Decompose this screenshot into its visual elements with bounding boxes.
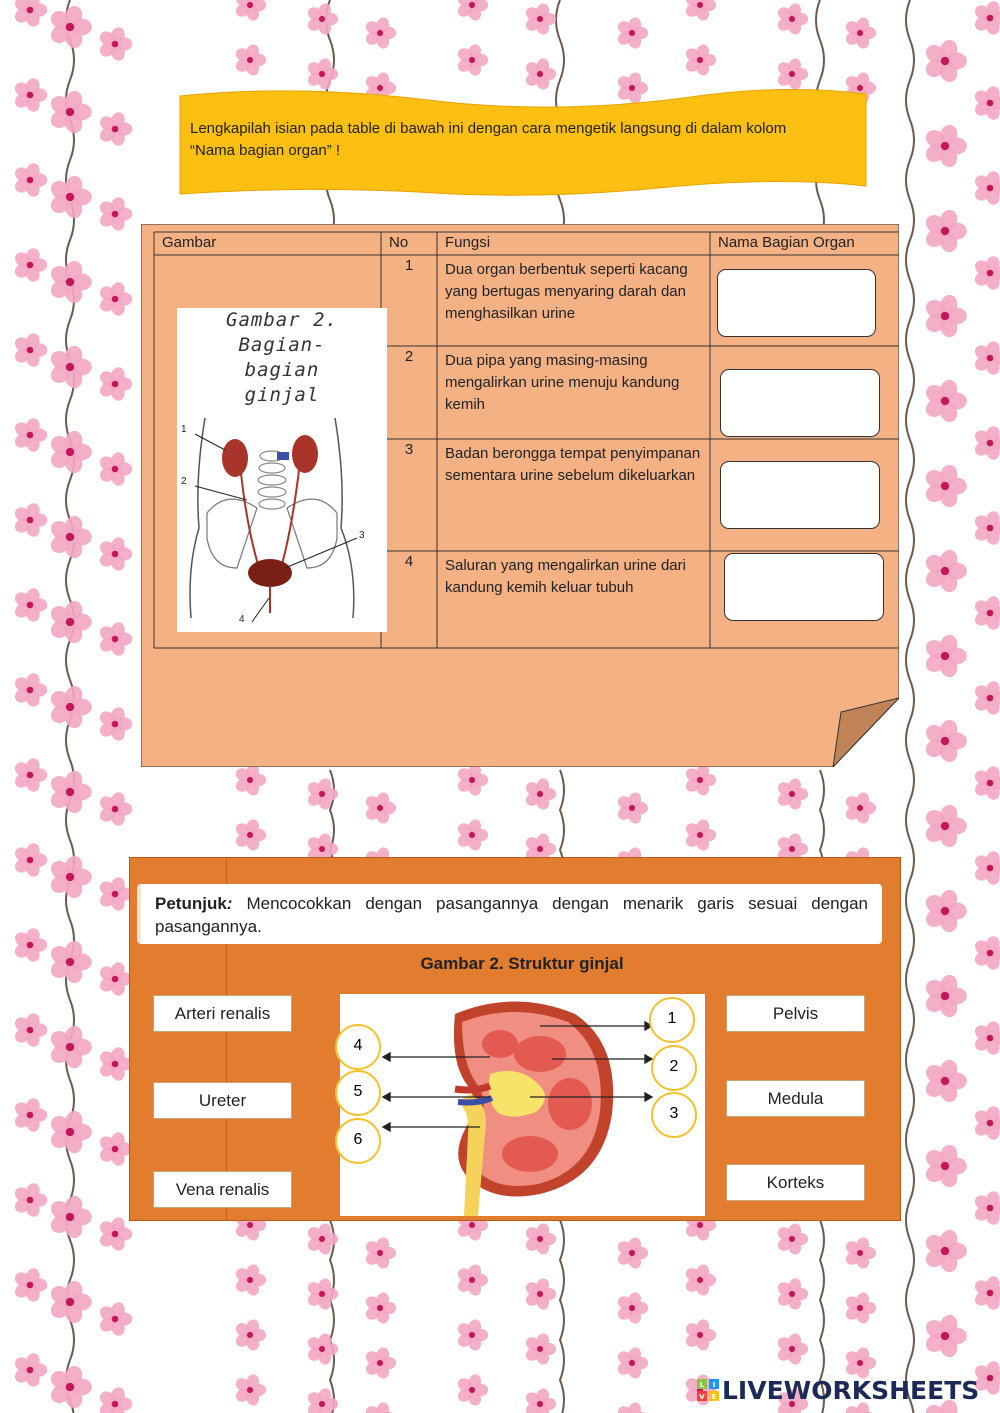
- blossom-flower: [47, 939, 92, 986]
- blossom-flower: [972, 170, 1000, 207]
- blossom-flower: [12, 842, 47, 879]
- urinary-system-illustration: [177, 418, 387, 632]
- blossom-flower: [47, 4, 92, 51]
- blossom-flower: [47, 769, 92, 816]
- blossom-flower: [775, 1332, 808, 1367]
- label-vena-renalis[interactable]: Vena renalis: [153, 1171, 292, 1208]
- blossom-flower: [97, 961, 132, 998]
- blossom-flower: [97, 196, 132, 233]
- blossom-flower: [775, 1277, 808, 1312]
- row-3-no: 3: [404, 441, 414, 458]
- blossom-flower: [47, 1364, 92, 1411]
- blossom-flower: [363, 1346, 396, 1381]
- blossom-flower: [922, 208, 967, 255]
- blossom-flower: [363, 1236, 396, 1271]
- row-4-no: 4: [404, 553, 414, 570]
- header-nama-bagian-organ: Nama Bagian Organ: [718, 234, 855, 251]
- blossom-flower: [363, 16, 396, 51]
- blossom-flower: [12, 587, 47, 624]
- blossom-flower: [922, 1228, 967, 1275]
- blossom-flower: [523, 57, 556, 92]
- blossom-flower: [922, 548, 967, 595]
- header-no: No: [389, 234, 409, 251]
- blossom-flower: [12, 672, 47, 709]
- blossom-flower: [47, 1109, 92, 1156]
- blossom-flower: [972, 1020, 1000, 1057]
- blossom-flower: [523, 1387, 556, 1413]
- blossom-flower: [615, 1236, 648, 1271]
- blossom-flower: [12, 502, 47, 539]
- label-medula[interactable]: Medula: [726, 1080, 865, 1117]
- marker-number-6: 6: [353, 1131, 363, 1148]
- blossom-flower: [47, 1024, 92, 1071]
- blossom-flower: [615, 1346, 648, 1381]
- blossom-flower: [972, 1105, 1000, 1142]
- blossom-flower: [972, 510, 1000, 547]
- label-korteks[interactable]: Korteks: [726, 1164, 865, 1201]
- blossom-flower: [97, 536, 132, 573]
- blossom-flower: [455, 1373, 488, 1408]
- blossom-flower: [922, 1058, 967, 1105]
- blossom-flower: [972, 680, 1000, 717]
- blossom-flower: [972, 935, 1000, 972]
- figure-marker-4: 4: [239, 614, 245, 625]
- blossom-flower: [972, 0, 1000, 36]
- blossom-flower: [233, 1263, 266, 1298]
- blossom-flower: [922, 293, 967, 340]
- blossom-flower: [972, 765, 1000, 802]
- organ-table: [154, 232, 899, 648]
- marker-number-5: 5: [353, 1083, 363, 1100]
- blossom-flower: [922, 803, 967, 850]
- header-gambar: Gambar: [162, 234, 217, 251]
- marker-number-1: 1: [667, 1010, 677, 1027]
- banner-instruction-text: Lengkapilah isian pada table di bawah ini dengan cara mengetik langsung di dalam kolom “Nama bagian organ” !: [190, 120, 787, 159]
- number-circles-layer: [130, 858, 902, 1222]
- blossom-flower: [972, 85, 1000, 122]
- blossom-flower: [775, 2, 808, 37]
- blossom-flower: [972, 255, 1000, 292]
- blossom-flower: [843, 791, 876, 826]
- marker-number-2: 2: [669, 1058, 679, 1075]
- blossom-flower: [47, 89, 92, 136]
- blossom-flower: [12, 162, 47, 199]
- figure-marker-3: 3: [359, 530, 365, 541]
- blossom-flower: [922, 463, 967, 510]
- row-1-no: 1: [404, 257, 414, 274]
- row-1-fungsi: Dua organ berbentuk seperti kacang yang bertugas menyaring darah dan menghasilkan urine: [445, 261, 688, 322]
- blossom-flower: [922, 888, 967, 935]
- blossom-flower: [12, 77, 47, 114]
- blossom-flower: [523, 1332, 556, 1367]
- blossom-flower: [683, 1318, 716, 1353]
- blossom-flower: [523, 777, 556, 812]
- blossom-flower: [523, 1277, 556, 1312]
- blossom-flower: [47, 1279, 92, 1326]
- blossom-flower: [523, 2, 556, 37]
- blossom-flower: [97, 366, 132, 403]
- liveworksheets-text: LIVEWORKSHEETS: [722, 1376, 980, 1405]
- blossom-flower: [305, 2, 338, 37]
- blossom-flower: [972, 425, 1000, 462]
- blossom-flower: [615, 16, 648, 51]
- blossom-flower: [843, 16, 876, 51]
- blossom-flower: [972, 340, 1000, 377]
- answer-input-row-3[interactable]: [720, 461, 880, 529]
- answer-input-row-2[interactable]: [720, 369, 880, 437]
- blossom-flower: [12, 757, 47, 794]
- blossom-flower: [97, 111, 132, 148]
- blossom-flower: [455, 763, 488, 798]
- blossom-flower: [47, 684, 92, 731]
- blossom-flower: [615, 791, 648, 826]
- blossom-flower: [97, 281, 132, 318]
- blossom-flower: [97, 876, 132, 913]
- blossom-flower: [97, 1301, 132, 1338]
- blossom-flower: [12, 417, 47, 454]
- blossom-flower: [775, 1222, 808, 1257]
- organ-table-card: [141, 224, 899, 767]
- blossom-flower: [233, 1318, 266, 1353]
- blossom-flower: [523, 1222, 556, 1257]
- blossom-flower: [363, 791, 396, 826]
- blossom-flower: [843, 1236, 876, 1271]
- blossom-flower: [47, 1194, 92, 1241]
- instruction-banner: [178, 88, 868, 198]
- answer-input-row-4[interactable]: [724, 553, 884, 621]
- blossom-flower: [363, 1291, 396, 1326]
- blossom-flower: [972, 850, 1000, 887]
- blossom-flower: [922, 38, 967, 85]
- blossom-flower: [97, 1386, 132, 1413]
- blossom-flower: [47, 854, 92, 901]
- blossom-flower: [922, 973, 967, 1020]
- blossom-flower: [97, 791, 132, 828]
- blossom-flower: [233, 0, 266, 22]
- svg-text:L: L: [699, 1380, 705, 1389]
- row-2-no: 2: [404, 348, 414, 365]
- blossom-flower: [972, 1275, 1000, 1312]
- blossom-flower: [922, 378, 967, 425]
- blossom-flower: [455, 818, 488, 853]
- blossom-flower: [775, 777, 808, 812]
- blossom-flower: [922, 1313, 967, 1360]
- row-2-fungsi: Dua pipa yang masing-masing mengalirkan urine menuju kandung kemih: [445, 352, 680, 413]
- blossom-flower: [922, 633, 967, 680]
- marker-number-4: 4: [353, 1037, 363, 1054]
- blossom-flower: [922, 718, 967, 765]
- blossom-flower: [97, 1216, 132, 1253]
- blossom-flower: [47, 344, 92, 391]
- blossom-flower: [12, 332, 47, 369]
- figure-title: Gambar 2. Bagian- bagian ginjal: [226, 309, 338, 406]
- kidney-structure-title: Gambar 2. Struktur ginjal: [420, 954, 624, 973]
- blossom-flower: [12, 247, 47, 284]
- blossom-flower: [233, 818, 266, 853]
- blossom-flower: [922, 1143, 967, 1190]
- blossom-flower: [683, 763, 716, 798]
- blossom-flower: [615, 1291, 648, 1326]
- blossom-flower: [455, 1263, 488, 1298]
- row-3-fungsi: Badan berongga tempat penyimpanan sementara urine sebelum dikeluarkan: [445, 445, 701, 484]
- blossom-flower: [683, 818, 716, 853]
- blossom-flower: [12, 1267, 47, 1304]
- blossom-flower: [97, 1131, 132, 1168]
- blossom-flower: [12, 1012, 47, 1049]
- blossom-flower: [97, 621, 132, 658]
- blossom-flower: [47, 259, 92, 306]
- header-fungsi: Fungsi: [445, 234, 491, 251]
- blossom-flower: [97, 26, 132, 63]
- blossom-flower: [455, 43, 488, 78]
- blossom-flower: [972, 595, 1000, 632]
- blossom-flower: [615, 1401, 648, 1413]
- blossom-flower: [233, 763, 266, 798]
- blossom-flower: [12, 1097, 47, 1134]
- answer-input-row-1[interactable]: [717, 269, 876, 337]
- blossom-flower: [47, 429, 92, 476]
- blossom-flower: [12, 1352, 47, 1389]
- blossom-flower: [12, 927, 47, 964]
- blossom-flower: [683, 0, 716, 22]
- blossom-flower: [972, 1190, 1000, 1227]
- liveworksheets-logo-icon: [697, 1378, 719, 1407]
- blossom-flower: [97, 706, 132, 743]
- blossom-flower: [233, 1373, 266, 1408]
- marker-number-3: 3: [669, 1105, 679, 1122]
- blossom-flower: [363, 1401, 396, 1413]
- blossom-flower: [47, 174, 92, 221]
- blossom-flower: [12, 1182, 47, 1219]
- svg-text:E: E: [711, 1392, 717, 1401]
- blossom-flower: [47, 599, 92, 646]
- blossom-flower: [775, 57, 808, 92]
- svg-text:I: I: [712, 1380, 716, 1389]
- blossom-flower: [683, 1263, 716, 1298]
- label-ureter[interactable]: Ureter: [153, 1082, 292, 1119]
- blossom-flower: [97, 1046, 132, 1083]
- matching-instruction: Petunjuk: Mencocokkan dengan pasangannya dengan menarik garis sesuai dengan pasangannya.: [137, 884, 882, 944]
- blossom-flower: [922, 123, 967, 170]
- blossom-flower: [97, 451, 132, 488]
- liveworksheets-watermark: [697, 1376, 979, 1407]
- figure-marker-1: 1: [181, 424, 187, 435]
- blossom-flower: [12, 0, 47, 28]
- label-pelvis[interactable]: Pelvis: [726, 995, 865, 1032]
- blossom-flower: [47, 514, 92, 561]
- svg-text:V: V: [699, 1392, 705, 1401]
- blossom-flower: [233, 43, 266, 78]
- blossom-flower: [455, 0, 488, 22]
- figure-marker-2: 2: [181, 476, 187, 487]
- blossom-flower: [683, 43, 716, 78]
- label-arteri-renalis[interactable]: Arteri renalis: [153, 995, 292, 1032]
- blossom-flower: [843, 1291, 876, 1326]
- kidney-system-figure: [177, 308, 387, 632]
- matching-panel: [129, 857, 901, 1221]
- blossom-flower: [455, 1318, 488, 1353]
- row-4-fungsi: Saluran yang mengalirkan urine dari kandung kemih keluar tubuh: [445, 557, 686, 596]
